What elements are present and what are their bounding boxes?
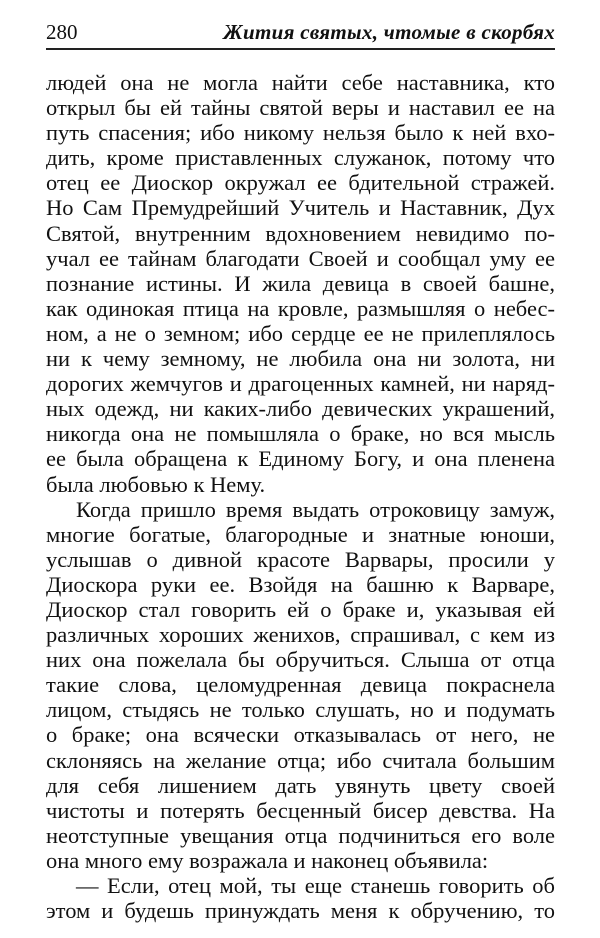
text-line: никогда она не помышляла о браке, но вся мысль xyxy=(46,421,555,447)
text-line: неотступные увещания отца подчиниться его воле xyxy=(46,822,555,848)
paragraph xyxy=(46,70,555,497)
text-line: ных одежд, ни каких-либо девических украшений, xyxy=(46,396,555,422)
text-line: Когда пришло время выдать отроковицу замуж, xyxy=(76,496,555,522)
text-line: такие слова, целомудренная девица покраснела xyxy=(46,672,555,698)
text-line: ее была обращена к Единому Богу, и она пленена xyxy=(46,446,555,472)
text-line: склоняясь на желание отца; ибо считала большим xyxy=(46,747,555,773)
paragraph xyxy=(46,497,555,873)
running-header xyxy=(46,16,555,50)
page-body xyxy=(46,70,555,923)
text-line: дить, кроме приставленных служанок, потому что xyxy=(46,145,555,171)
text-line: учал ее тайнам благодати Своей и сообщал уму ее xyxy=(46,245,555,271)
paragraph xyxy=(46,873,555,923)
text-line: как одинокая птица на кровле, размышляя о небес- xyxy=(46,295,555,321)
text-line: Но Сам Премудрейший Учитель и Наставник, Дух xyxy=(46,195,555,221)
text-line: дорогих жемчугов и драгоценных камней, ни наряд- xyxy=(46,371,555,397)
page-number: 280 xyxy=(46,19,78,44)
text-line: этом и будешь принуждать меня к обручению, то xyxy=(46,898,555,924)
text-line: Диоскор стал говорить ей о браке и, указывая ей xyxy=(46,596,555,622)
text-line: она много ему возражала и наконец объявила: xyxy=(46,847,489,873)
text-line: открыл бы ей тайны святой веры и наставил ее на xyxy=(46,95,555,121)
text-line: ни к чему земному, не любила она ни золота, ни xyxy=(46,346,555,372)
text-line: Диоскора руки ее. Взойдя на башню к Варваре, xyxy=(46,571,555,597)
text-line: отец ее Диоскор окружал ее бдительной стражей. xyxy=(46,170,555,196)
text-line: — Если, отец мой, ты еще станешь говорить об xyxy=(76,873,555,898)
running-title: Жития святых, чтомые в скорбях xyxy=(223,19,555,44)
text-line: путь спасения; ибо никому нельзя было к ней вхо- xyxy=(46,120,555,146)
text-line: для себя лишением дать увянуть цвету своей xyxy=(46,772,555,798)
text-line: Святой, внутренним вдохновением невидимо по- xyxy=(46,220,555,246)
text-line: различных хороших женихов, спрашивал, с кем из xyxy=(46,622,555,648)
text-line: многие богатые, благородные и знатные юноши, xyxy=(46,521,555,547)
text-line: чистоты и потерять бесценный бисер девства. На xyxy=(46,797,555,823)
text-line: лицом, стыдясь не только слушать, но и подумать xyxy=(46,697,555,723)
text-line: была любовью к Нему. xyxy=(46,471,266,497)
text-line: людей она не могла найти себе наставника, кто xyxy=(46,70,555,95)
text-line: ном, а не о земном; ибо сердце ее не прилеплялось xyxy=(46,320,555,346)
text-line: о браке; она всячески отказывалась от него, не xyxy=(46,722,555,748)
text-line: них она пожелала бы обручиться. Слыша от отца xyxy=(46,647,555,673)
text-line: познание истины. И жила девица в своей башне, xyxy=(46,270,555,296)
text-line: услышав о дивной красоте Варвары, просили у xyxy=(46,546,555,572)
